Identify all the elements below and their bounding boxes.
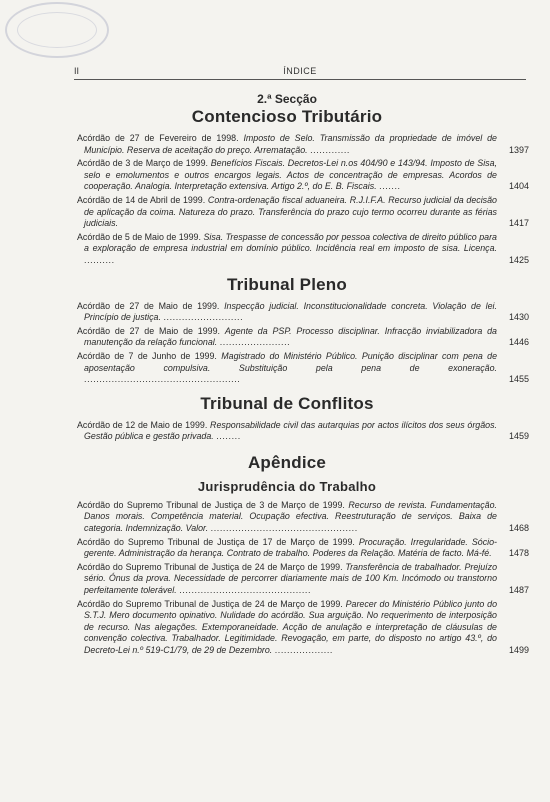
index-entry: Acórdão de 12 de Maio de 1999. Responsabilidade civil das autarquias por actos ilícitos dos seus órgãos. Gestão pública e gestão privada. ........ 1459 <box>77 419 529 442</box>
entry-list <box>77 300 529 386</box>
entry-text: Inspecção judicial. Inconstitucionalidade concreta. Violação de lei. Princípio de justiça. <box>84 300 497 323</box>
entry-page: 1478 <box>508 548 529 559</box>
entry-text: Contra-ordenação fiscal aduaneira. R.J.I.F.A. Recurso judicial da decisão de aplicação da coima. Natureza do prazo. Transferência do prazo cujo termo ocorreu durante as férias judiciais. <box>84 194 497 229</box>
entry-text: Agente da PSP. Processo disciplinar. Infracção inviabilizadora da manutenção da relação funcional. <box>84 325 497 348</box>
section-number: 2.ª Secção <box>257 92 317 106</box>
entry-lead: Acórdão de 7 de Junho de 1999. <box>77 350 217 361</box>
entry-page: 1446 <box>508 337 529 348</box>
entry-page: 1455 <box>508 374 529 385</box>
page-header <box>74 66 526 80</box>
index-entry: Acórdão de 27 de Maio de 1999. Agente da PSP. Processo disciplinar. Infracção inviabilizadora da manutenção da relação funcional. ....................... 1446 <box>77 325 529 348</box>
entry-page: 1425 <box>508 254 529 265</box>
entry-text: Procuração. Irregularidade. Sócio-gerente. Administração da herança. Contrato de trabalho. Poderes da Relação. Matéria de facto. Má-fé. <box>84 536 498 559</box>
entry-text: Responsabilidade civil das autarquias por actos ilícitos dos seus órgãos. Gestão pública e gestão privada. <box>84 419 497 442</box>
section-title: Tribunal Pleno <box>227 274 347 294</box>
index-entry: Acórdão do Supremo Tribunal de Justiça de 3 de Março de 1999. Recurso de revista. Fundamentação. Danos morais. Competência material. Ocupação efectiva. Reestruturação de serviços. Baixa de categoria. Indemnização. Valor. ................................................ 1468 <box>77 499 529 534</box>
entry-lead: Acórdão de 27 de Maio de 1999. <box>77 325 220 336</box>
running-title: ÍNDICE <box>283 66 317 76</box>
index-entry: Acórdão de 3 de Março de 1999. Benefícios Fiscais. Decretos-Lei n.os 404/90 e 143/94. Imposto de Sisa, selo e emolumentos e outros encargos legais. Actos de concentração de empresas. Acordos de cooperação. Analogia. Interpretação extensiva. Artigo 2.º, do E. B. Fiscais. ....... 1404 <box>77 158 529 192</box>
index-content <box>77 92 529 659</box>
entry-lead: Acórdão do Supremo Tribunal de Justiça de 24 de Março de 1999. <box>77 598 343 609</box>
page-number: II <box>74 66 80 76</box>
index-entry: Acórdão de 27 de Fevereiro de 1998. Imposto de Selo. Transmissão da propriedade de imóvel de Município. Reserva de aceitação do preço. Arrematação. ............. 1397 <box>77 133 529 155</box>
index-entry: Acórdão de 27 de Maio de 1999. Inspecção judicial. Inconstitucionalidade concreta. Violação de lei. Princípio de justiça. .......................... 1430 <box>77 300 529 323</box>
section-title: Contencioso Tributário <box>191 107 383 126</box>
entry-page: 1459 <box>508 431 529 442</box>
section-title: Tribunal de Conflitos <box>200 393 374 413</box>
entry-page: 1499 <box>508 645 529 655</box>
entry-lead: Acórdão de 12 de Maio de 1999. <box>77 419 208 430</box>
entry-lead: Acórdão do Supremo Tribunal de Justiça de 24 de Março de 1999. <box>77 561 343 572</box>
entry-text: Recurso de revista. Fundamentação. Danos morais. Competência material. Ocupação efectiva. Reestruturação de serviços. Baixa de categoria. Indemnização. Valor. <box>84 499 498 534</box>
entry-lead: Acórdão do Supremo Tribunal de Justiça de 3 de Março de 1999. <box>77 499 345 510</box>
entry-text: Sisa. Trespasse de concessão por pessoa colectiva de direito público para a exploração de empresa industrial em domínio público. Incidência real em imposto de sisa. Licença. <box>84 231 497 254</box>
entry-text: Imposto de Selo. Transmissão da propriedade de imóvel de Município. Reserva de aceitação do preço. Arrematação. <box>84 133 497 155</box>
entry-page: 1404 <box>508 181 529 192</box>
entry-lead: Acórdão de 27 de Fevereiro de 1998. <box>77 133 239 143</box>
entry-lead: Acórdão de 5 de Maio de 1999. <box>77 231 201 242</box>
entry-page: 1417 <box>508 218 529 229</box>
entry-list <box>77 133 529 267</box>
entry-page: 1397 <box>508 144 529 155</box>
entry-text: Benefícios Fiscais. Decretos-Lei n.os 404/90 e 143/94. Imposto de Sisa, selo e emolumentos e outros encargos legais. Actos de concentração de empresas. Acordos de cooperação. Analogia. Interpretação extensiva. Artigo 2.º, do E. B. Fiscais. <box>84 158 498 192</box>
entry-page: 1468 <box>508 523 529 534</box>
entry-list <box>77 499 529 657</box>
index-entry: Acórdão do Supremo Tribunal de Justiça de 24 de Março de 1999. Parecer do Ministério Público junto do S.T.J. Mero documento opinativo. Nulidade do acórdão. Sua arguição. No requerimento de interposição de recurso. Nas alegações. Extemporaneidade. Acção de anulação e interpretação de cláusulas de convenção colectiva. Trabalhador. Legitimidade. Revogação, em parte, do disposto no artigo 43.º, do Decreto-Lei n.º 519-C1/79, de 29 de Dezembro. ................... 1499 <box>77 598 529 655</box>
index-entry: Acórdão de 7 de Junho de 1999. Magistrado do Ministério Público. Punição disciplinar com pena de aposentação compulsiva. Substituição pela pena de exoneração. ................................................... 1455 <box>77 350 529 385</box>
index-entry: Acórdão do Supremo Tribunal de Justiça de 24 de Março de 1999. Transferência de trabalhador. Prejuízo sério. Ónus da prova. Necessidade de percorrer diariamente mais de 100 Km. Incómodo ou transtorno perfeitamente tolerável. ........................................... 1487 <box>77 561 529 596</box>
entry-lead: Acórdão de 14 de Abril de 1999. <box>77 194 206 205</box>
index-entry <box>77 536 529 560</box>
entry-text: Parecer do Ministério Público junto do S.T.J. Mero documento opinativo. Nulidade do acórdão. Sua arguição. No requerimento de interposição de recurso. Nas alegações. Extemporaneidade. Acção de anulação e interpretação de cláusulas de convenção colectiva. Trabalhador. Legitimidade. Revogação, em parte, do disposto no artigo 43.º, do Decreto-Lei n.º 519-C1/79, de 29 de Dezembro. <box>84 598 497 655</box>
entry-list <box>77 419 529 443</box>
entry-page: 1430 <box>508 312 529 323</box>
entry-lead: Acórdão de 3 de Março de 1999. <box>77 158 208 169</box>
entry-lead: Acórdão de 27 de Maio de 1999. <box>77 300 220 311</box>
entry-page: 1487 <box>508 585 529 596</box>
entry-text: Magistrado do Ministério Público. Punição disciplinar com pena de aposentação compulsiva. Substituição pela pena de exoneração. <box>84 350 498 373</box>
index-entry <box>77 194 529 230</box>
entry-text: Transferência de trabalhador. Prejuízo sério. Ónus da prova. Necessidade de percorrer diariamente mais de 100 Km. Incómodo ou transtorno perfeitamente tolerável. <box>84 561 497 596</box>
section-title: Apêndice <box>247 452 327 472</box>
library-stamp <box>5 2 109 58</box>
entry-lead: Acórdão do Supremo Tribunal de Justiça de 17 de Março de 1999. <box>77 536 355 547</box>
index-entry: Acórdão de 5 de Maio de 1999. Sisa. Trespasse de concessão por pessoa colectiva de direito público para a exploração de empresa industrial em domínio público. Incidência real em imposto de sisa. Licença. .......... 1425 <box>77 231 529 265</box>
section-subtitle: Jurisprudência do Trabalho <box>197 478 377 494</box>
